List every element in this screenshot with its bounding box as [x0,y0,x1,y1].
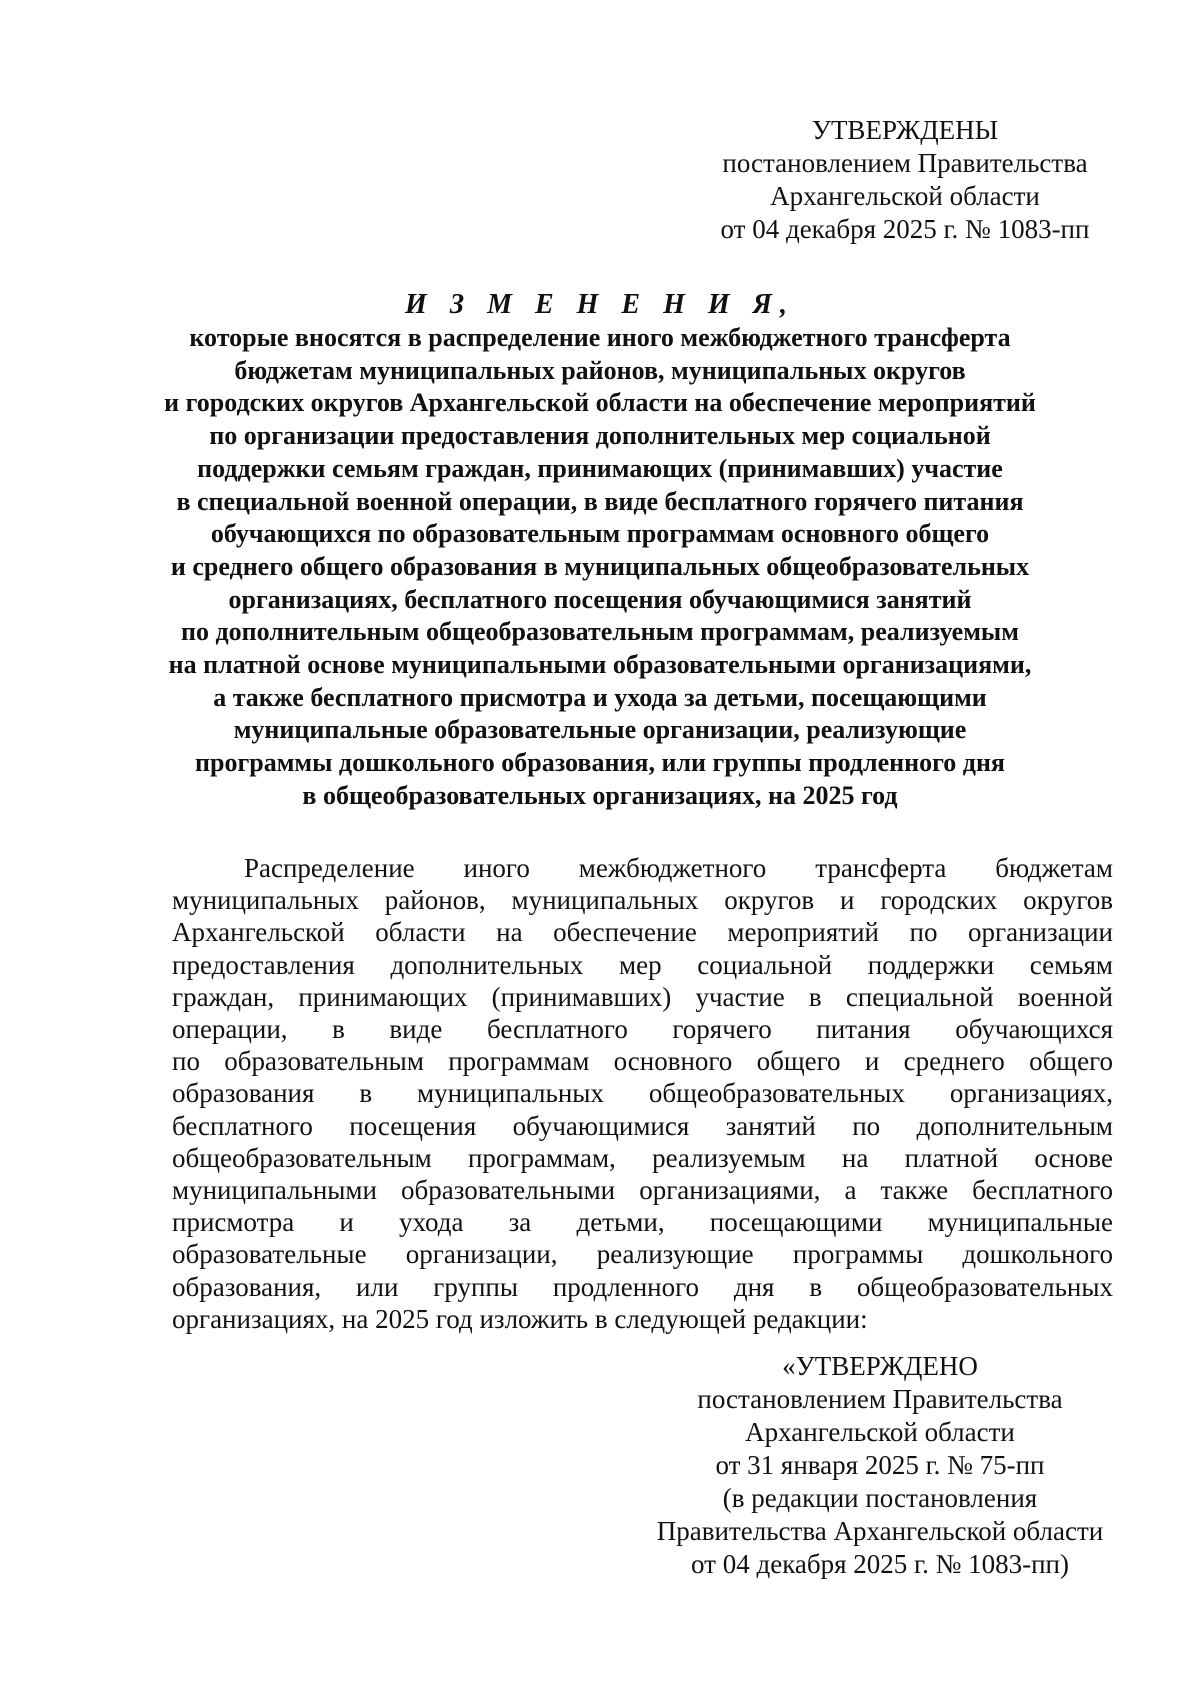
title-line: поддержки семьям граждан, принимающих (принимавших) участие [197,453,1003,483]
title-line: в специальной военной операции, в виде бесплатного горячего питания [176,486,1024,516]
document-title [150,288,1050,813]
paragraph-line: образовательные организации, реализующие программы дошкольного [172,1239,1113,1270]
approval-top-line: Архангельской области [770,181,1040,211]
title-line: и среднего общего образования в муниципальных общеобразовательных [170,551,1030,581]
title-line: по организации предоставления дополнительных мер социальной [209,421,991,451]
title-line: бюджетам муниципальных районов, муниципальных округов [234,355,966,385]
paragraph-line: образования, или группы продленного дня в общеобразовательных [172,1271,1113,1302]
approval-stamp-bottom [645,1350,1115,1581]
paragraph-line: предоставления дополнительных мер социальной поддержки семьям [172,949,1113,980]
approval-bottom-line: Правительства Архангельской области [656,1516,1104,1546]
paragraph-line: бесплатного посещения обучающимися занятий по дополнительным [172,1110,1113,1141]
approval-top-line: от 04 декабря 2025 г. № 1083-пп [720,214,1090,244]
paragraph-line: граждан, принимающих (принимавших) участие в специальной военной [172,981,1113,1012]
title-line: и городских округов Архангельской области на обеспечение мероприятий [164,388,1036,418]
title-line: по дополнительным общеобразовательным программам, реализуемым [181,617,1019,647]
title-line: в общеобразовательных организациях, на 2025 год [302,780,898,810]
approval-bottom-line: от 31 января 2025 г. № 75-пп [715,1450,1045,1480]
paragraph-line: по образовательным программам основного общего и среднего общего [172,1046,1113,1077]
paragraph-line: образования в муниципальных общеобразовательных организациях, [172,1078,1113,1109]
title-line: на платной основе муниципальными образовательными организациями, [168,650,1032,680]
paragraph-line: Архангельской области на обеспечение мероприятий по организации [172,917,1113,948]
title-line: организациях, бесплатного посещения обучающимися занятий [228,584,972,614]
title-line: муниципальные образовательные организации, реализующие [233,715,967,745]
paragraph-line: муниципальными образовательными организациями, а также бесплатного [172,1175,1113,1206]
approval-stamp-top [695,114,1115,246]
approval-bottom-line: постановлением Правительства [697,1384,1063,1414]
body-paragraph [172,852,1113,1335]
paragraph-line: операции, в виде бесплатного горячего питания обучающихся [172,1014,1113,1045]
title-heading: И З М Е Н Е Н И Я, [405,289,795,320]
paragraph-line: муниципальных районов, муниципальных округов и городских округов [172,885,1113,916]
approval-top-line: постановлением Правительства [722,148,1088,178]
title-line: которые вносятся в распределение иного межбюджетного трансферта [189,323,1011,352]
approval-bottom-line: от 04 декабря 2025 г. № 1083-пп) [691,1549,1069,1579]
title-line: обучающихся по образовательным программам основного общего [210,519,990,549]
paragraph-line: общеобразовательным программам, реализуемым на платной основе [172,1142,1113,1173]
paragraph-line: Распределение иного межбюджетного трансферта бюджетам [244,853,1113,883]
approval-top-line: УТВЕРЖДЕНЫ [811,115,999,145]
approval-bottom-line: Архангельской области [745,1417,1015,1447]
approval-bottom-line: (в редакции постановления [722,1483,1038,1513]
title-line: а также бесплатного присмотра и ухода за детьми, посещающими [213,682,987,712]
approval-bottom-line: «УТВЕРЖДЕНО [782,1351,978,1381]
paragraph-line: организациях, на 2025 год изложить в следующей редакции: [172,1303,868,1334]
paragraph-line: присмотра и ухода за детьми, посещающими муниципальные [172,1207,1113,1238]
title-line: программы дошкольного образования, или группы продленного дня [195,748,1005,778]
